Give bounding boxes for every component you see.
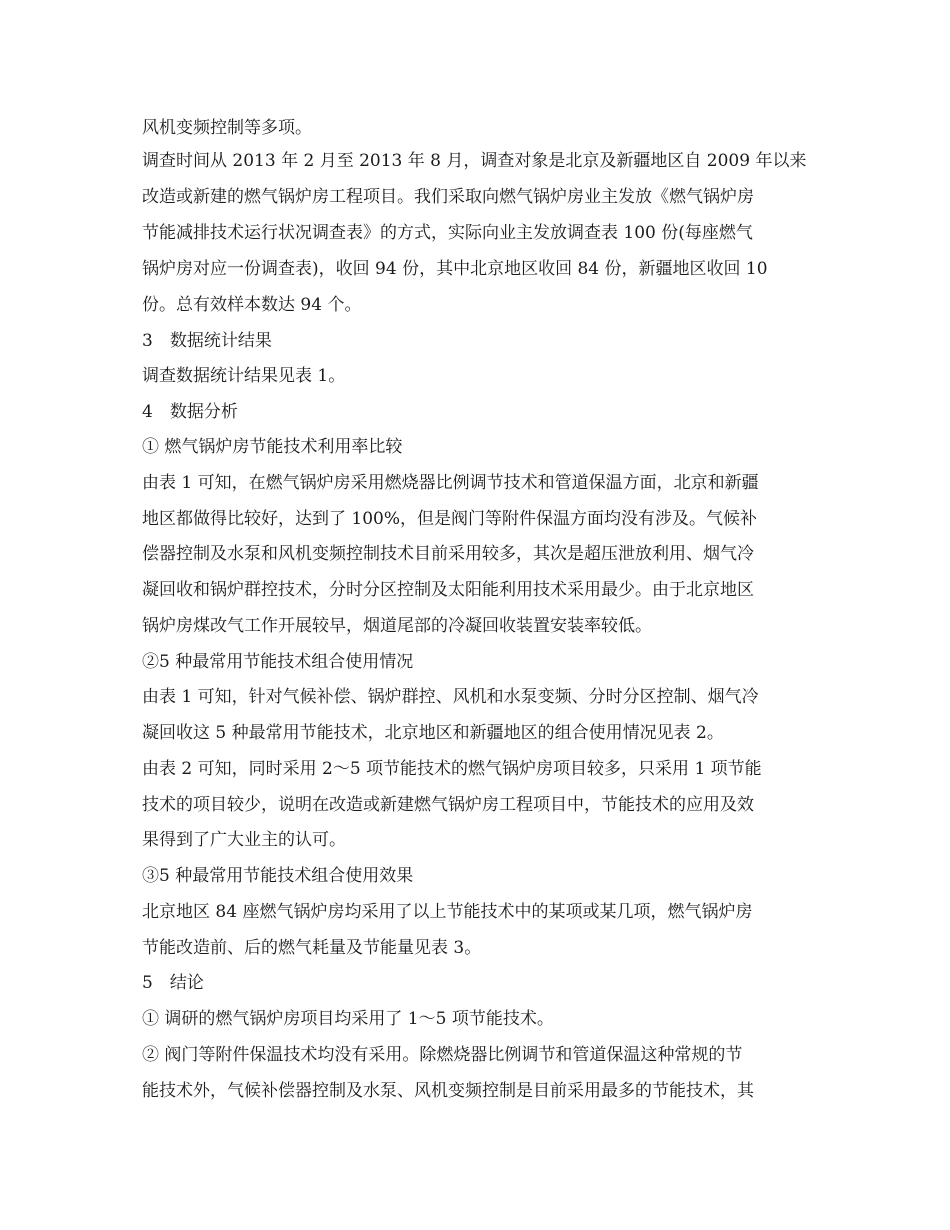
- text-line: 锅炉房对应一份调查表)，收回 94 份，其中北京地区收回 84 份，新疆地区收回 10: [142, 259, 768, 279]
- section-heading: 3 数据统计结果: [142, 331, 272, 351]
- subsection-heading: ① 燃气锅炉房节能技术利用率比较: [142, 437, 403, 457]
- text-line: ① 调研的燃气锅炉房项目均采用了 1～5 项节能技术。: [142, 1009, 554, 1029]
- text-line: 能技术外，气候补偿器控制及水泵、风机变频控制是目前采用最多的节能技术，其: [142, 1081, 754, 1101]
- text-line: 果得到了广大业主的认可。: [142, 830, 346, 850]
- section-heading: 5 结论: [142, 973, 204, 993]
- text-line: 节能减排技术运行状况调查表》的方式，实际向业主发放调查表 100 份(每座燃气: [142, 223, 753, 243]
- text-line: 调查时间从 2013 年 2 月至 2013 年 8 月，调查对象是北京及新疆地区自 2009 年以来: [142, 151, 807, 171]
- text-line: 节能改造前、后的燃气耗量及节能量见表 3。: [142, 938, 482, 958]
- text-line: 北京地区 84 座燃气锅炉房均采用了以上节能技术中的某项或某几项，燃气锅炉房: [142, 902, 753, 922]
- subsection-heading: ②5 种最常用节能技术组合使用情况: [142, 652, 414, 672]
- subsection-heading: ③5 种最常用节能技术组合使用效果: [142, 866, 414, 886]
- text-line: 风机变频控制等多项。: [142, 118, 312, 138]
- text-line: ② 阀门等附件保温技术均没有采用。除燃烧器比例调节和管道保温这种常规的节: [142, 1045, 743, 1065]
- text-line: 凝回收和锅炉群控技术，分时分区控制及太阳能利用技术采用最少。由于北京地区: [142, 580, 754, 600]
- text-line: 偿器控制及水泵和风机变频控制技术目前采用较多，其次是超压泄放利用、烟气冷: [142, 544, 754, 564]
- text-line: 凝回收这 5 种最常用节能技术，北京地区和新疆地区的组合使用情况见表 2。: [142, 723, 724, 743]
- text-line: 由表 1 可知，针对气候补偿、锅炉群控、风机和水泵变频、分时分区控制、烟气冷: [142, 687, 759, 707]
- text-line: 改造或新建的燃气锅炉房工程项目。我们采取向燃气锅炉房业主发放《燃气锅炉房: [142, 187, 754, 207]
- text-line: 调查数据统计结果见表 1。: [142, 366, 346, 386]
- text-line: 锅炉房煤改气工作开展较早，烟道尾部的冷凝回收装置安装率较低。: [142, 616, 652, 636]
- section-heading: 4 数据分析: [142, 402, 238, 422]
- text-line: 技术的项目较少，说明在改造或新建燃气锅炉房工程项目中，节能技术的应用及效: [142, 795, 754, 815]
- text-line: 由表 2 可知，同时采用 2～5 项节能技术的燃气锅炉房项目较多，只采用 1 项节能: [142, 759, 762, 779]
- text-line: 由表 1 可知，在燃气锅炉房采用燃烧器比例调节技术和管道保温方面，北京和新疆: [142, 473, 759, 493]
- text-line: 地区都做得比较好，达到了 100%，但是阀门等附件保温方面均没有涉及。气候补: [142, 509, 758, 529]
- text-line: 份。总有效样本数达 94 个。: [142, 295, 362, 315]
